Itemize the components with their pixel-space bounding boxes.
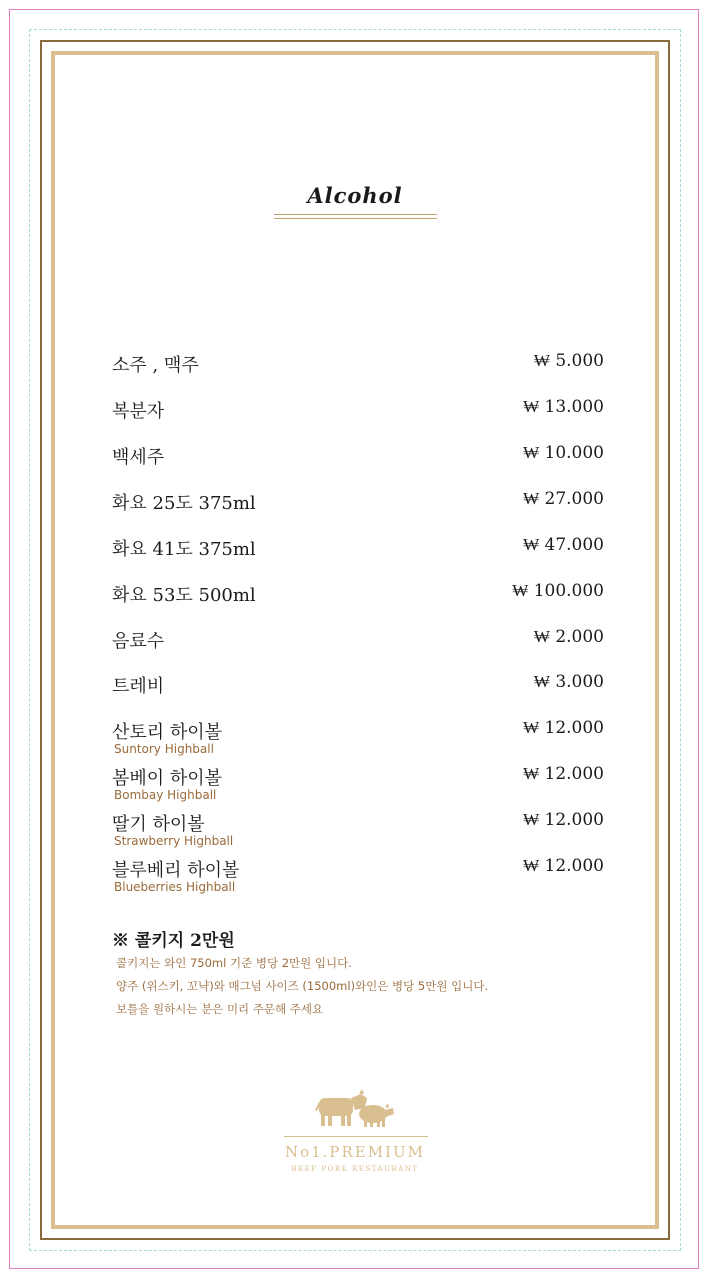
title-rule-top	[274, 214, 437, 215]
corkage-note: 양주 (위스키, 꼬냑)와 매그넘 사이즈 (1500ml)와인은 병당 5만원 입니다.	[116, 979, 489, 993]
item-name: 화요 25도 375ml	[112, 493, 256, 514]
item-english-name: Suntory Highball	[114, 742, 214, 756]
item-name: 산토리 하이볼	[112, 722, 223, 743]
item-price: ₩ 13.000	[523, 397, 604, 417]
item-name: 백세주	[112, 447, 165, 468]
item-english-name: Bombay Highball	[114, 788, 217, 802]
item-name: 복분자	[112, 401, 165, 422]
item-english-name: Blueberries Highball	[114, 880, 236, 894]
item-price: ₩ 2.000	[533, 627, 604, 647]
item-price: ₩ 5.000	[533, 351, 604, 371]
item-price: ₩ 12.000	[523, 856, 604, 876]
item-name: 딸기 하이볼	[112, 814, 205, 835]
item-name: 트레비	[112, 676, 165, 697]
logo-subtitle: BEEF PORK RESTAURANT	[291, 1165, 419, 1173]
corkage-note: 보틀을 원하시는 분은 미리 주문해 주세요	[116, 1002, 324, 1016]
item-price: ₩ 3.000	[533, 672, 604, 692]
item-name: 소주 , 맥주	[112, 355, 199, 376]
corkage-title: ※ 콜키지 2만원	[112, 931, 235, 951]
item-name: 봄베이 하이볼	[112, 768, 223, 789]
item-price: ₩ 12.000	[523, 764, 604, 784]
cow-and-pig-icon	[315, 1088, 397, 1134]
logo-rule	[284, 1136, 428, 1137]
item-name: 화요 41도 375ml	[112, 539, 256, 560]
menu-title: Alcohol	[307, 183, 403, 208]
title-rule-bottom	[274, 218, 437, 219]
logo-name: No1.PREMIUM	[284, 1143, 426, 1161]
item-price: ₩ 10.000	[523, 443, 604, 463]
item-price: ₩ 12.000	[523, 810, 604, 830]
corkage-note: 콜키지는 와인 750ml 기준 병당 2만원 입니다.	[116, 956, 352, 970]
item-price: ₩ 47.000	[523, 535, 604, 555]
item-price: ₩ 12.000	[523, 718, 604, 738]
item-name: 음료수	[112, 631, 165, 652]
item-price: ₩ 27.000	[523, 489, 604, 509]
item-name: 블루베리 하이볼	[112, 860, 240, 881]
item-name: 화요 53도 500ml	[112, 585, 256, 606]
item-english-name: Strawberry Highball	[114, 834, 234, 848]
item-price: ₩ 100.000	[512, 581, 604, 601]
